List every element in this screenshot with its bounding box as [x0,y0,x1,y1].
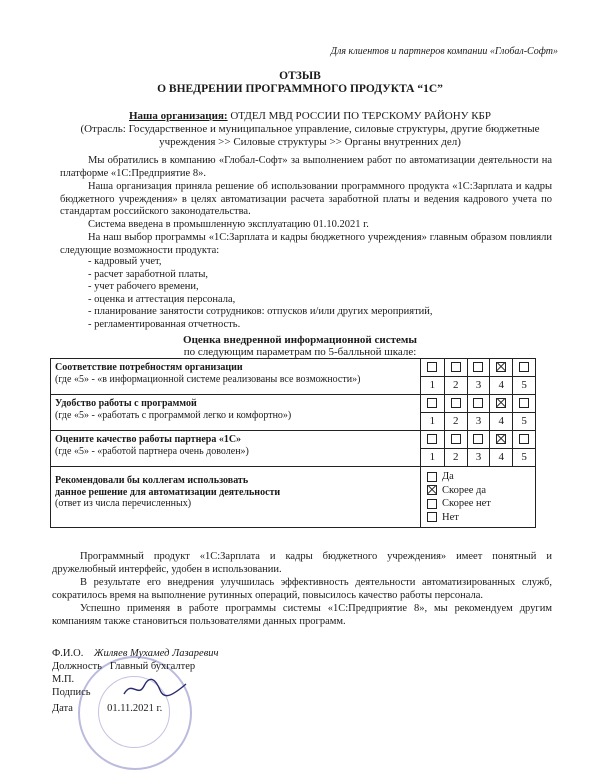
signature-fio: Ф.И.О. Жиляев Мухамед Лазаревич [52,648,219,659]
checkbox-checked[interactable] [496,434,506,444]
scale-numbers: 1 2 3 4 5 [421,448,535,466]
signature-date: Дата 01.11.2021 г. [52,703,163,714]
checkbox[interactable] [519,398,529,408]
rating-question: Удобство работы с программой (где «5» - «работать с программой легко и комфортно») [51,395,421,431]
scale-numbers: 1 2 3 4 5 [421,376,535,394]
scale-numbers: 1 2 3 4 5 [421,412,535,430]
signature-sign-label: Подпись [52,687,91,698]
paragraph-1: Мы обратились в компанию «Глобал-Софт» за выполнением работ по автоматизации деятельности на платформе «1С:Предприятие 8». [60,155,552,179]
checkbox-checked[interactable] [496,398,506,408]
option-item[interactable]: Нет [427,511,529,525]
list-item: - расчет заработной платы, [88,268,209,280]
rating-scale [421,395,536,431]
features-list [88,256,433,332]
option-item[interactable]: Скорее нет [427,497,529,511]
table-row [51,395,536,431]
list-item: - учет рабочего времени, [88,281,199,293]
checkbox-row [421,359,535,376]
checkbox[interactable] [451,398,461,408]
org-industry: (Отрасль: Государственное и муниципальное управление, силовые структуры, другие бюджетные учреждения >> Силовые структуры >> Органы внутренних дел) [80,123,540,148]
list-item: - кадровый учет, [88,256,162,267]
option-item[interactable]: Да [427,470,529,484]
org-label: Наша организация: [129,110,228,122]
option-item[interactable]: Скорее да [427,484,529,498]
checkbox[interactable] [427,499,437,509]
checkbox[interactable] [519,362,529,372]
checkbox[interactable] [473,362,483,372]
checkbox[interactable] [427,362,437,372]
signature-position: Должность Главный бухгалтер [52,661,196,672]
organization-block [60,110,560,149]
list-item: - регламентированная отчетность. [88,318,241,330]
checkbox[interactable] [473,398,483,408]
recommend-options [421,467,536,528]
table-row [51,431,536,467]
closing-paragraph-1: Программный продукт «1С:Зарплата и кадры бюджетного учреждения» имеет понятный и дружелюбный интерфейс, удобен в использовании. [52,551,552,575]
checkbox-row [421,395,535,412]
signature-mp: М.П. [52,674,75,685]
title-line-1: ОТЗЫВ [279,70,321,82]
title-line-2: О ВНЕДРЕНИИ ПРОГРАММНОГО ПРОДУКТА “1С” [157,83,443,95]
closing-paragraph-3: Успешно применяя в работе программы системы «1С:Предприятие 8», мы рекомендуем другим компаниям также становиться пользователями данных программ. [52,603,552,627]
rating-scale [421,359,536,395]
table-row [51,359,536,395]
list-item: - планирование занятости сотрудников: отпусков и/или других мероприятий, [88,306,433,318]
recommend-question: Рекомендовали бы коллегам использовать данное решение для автоматизации деятельности (ответ из числа перечисленных) [51,467,421,528]
paragraph-3: Система введена в промышленную эксплуатацию 01.10.2021 г. [88,219,369,230]
handwritten-signature [120,676,190,702]
checkbox[interactable] [473,434,483,444]
rating-scale [421,431,536,467]
checkbox[interactable] [451,434,461,444]
rating-question: Соответствие потребностям организации (где «5» - «в информационной системе реализованы все возможности») [51,359,421,395]
checkbox[interactable] [519,434,529,444]
table-row [51,467,536,528]
checkbox[interactable] [427,434,437,444]
rating-question: Оцените качество работы партнера «1С» (где «5» - «работой партнера очень доволен») [51,431,421,467]
checkbox[interactable] [427,398,437,408]
checkbox-checked[interactable] [496,362,506,372]
checkbox[interactable] [427,512,437,522]
table-subtitle: по следующим параметрам по 5-балльной шкале: [183,346,417,358]
header-note: Для клиентов и партнеров компании «Глобал-Софт» [330,46,558,57]
evaluation-table [50,358,536,528]
checkbox-row [421,431,535,448]
checkbox[interactable] [427,472,437,482]
paragraph-4: На наш выбор программы «1С:Зарплата и кадры бюджетного учреждения» главным образом повлияли следующие возможности продукта: [60,232,552,256]
paragraph-2: Наша организация приняла решение об использовании программного продукта «1С:Зарплата и кадры бюджетного учреждения» в целях автоматизации расчета заработной платы и ведения кадрового учета по стандартам российского законодательства. [60,181,552,217]
checkbox-checked[interactable] [427,485,437,495]
list-item: - оценка и аттестация персонала, [88,293,236,305]
table-title: Оценка внедренной информационной системы [183,334,417,346]
org-name: ОТДЕЛ МВД РОССИИ ПО ТЕРСКОМУ РАЙОНУ КБР [230,110,491,122]
closing-paragraph-2: В результате его внедрения улучшилась эффективность деятельности автоматизированных служб, сократилось время на выполнение рутинных операций, повысилось качество работы персонала. [52,577,552,601]
checkbox[interactable] [451,362,461,372]
